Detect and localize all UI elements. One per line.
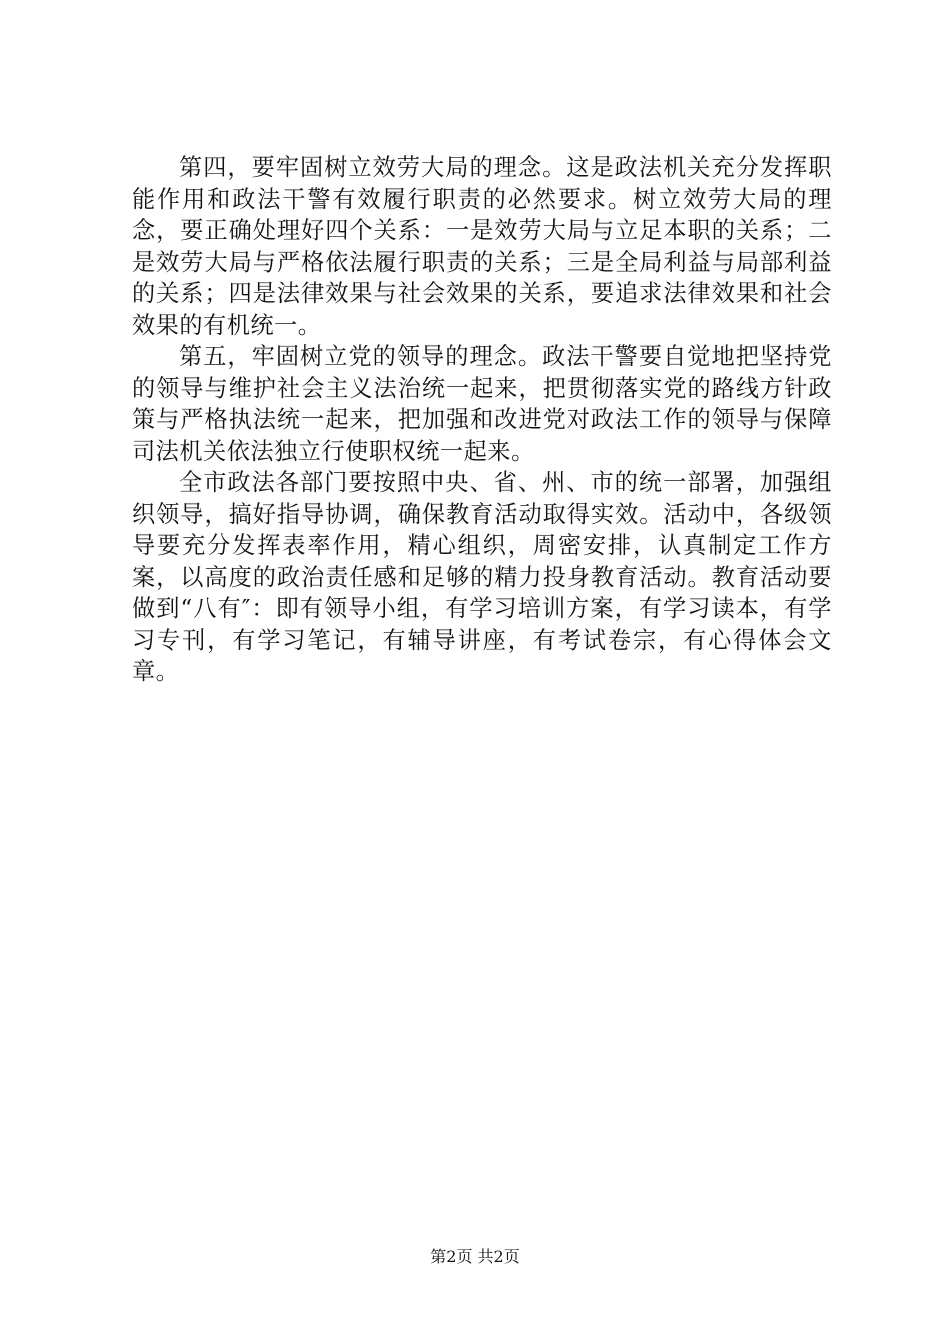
paragraph-5th-concept: 第五，牢固树立党的领导的理念。政法干警要自觉地把坚持党的领导与维护社会主义法治统一起来，把贯彻落实党的路线方针政策与严格执法统一起来，把加强和改进党对政法工作的领导与保障司法机关依法独立行使职权统一起来。 (132, 343, 832, 465)
paragraph-deployment: 全市政法各部门要按照中央、省、州、市的统一部署，加强组织领导，搞好指导协调，确保教育活动取得实效。活动中，各级领导要充分发挥表率作用，精心组织，周密安排，认真制定工作方案，以高度的政治责任感和足够的精力投身教育活动。教育活动要做到“八有″：即有领导小组，有学习培训方案，有学习读本，有学习专刊，有学习笔记，有辅导讲座，有考试卷宗，有心得体会文章。 (132, 469, 832, 685)
document-body (132, 152, 832, 688)
paragraph-4th-concept: 第四，要牢固树立效劳大局的理念。这是政法机关充分发挥职能作用和政法干警有效履行职责的必然要求。树立效劳大局的理念，要正确处理好四个关系：一是效劳大局与立足本职的关系；二是效劳大局与严格依法履行职责的关系；三是全局利益与局部利益的关系；四是法律效果与社会效果的关系，要追求法律效果和社会效果的有机统一。 (132, 154, 832, 339)
page-footer: 第2页 共2页 (430, 1247, 520, 1266)
